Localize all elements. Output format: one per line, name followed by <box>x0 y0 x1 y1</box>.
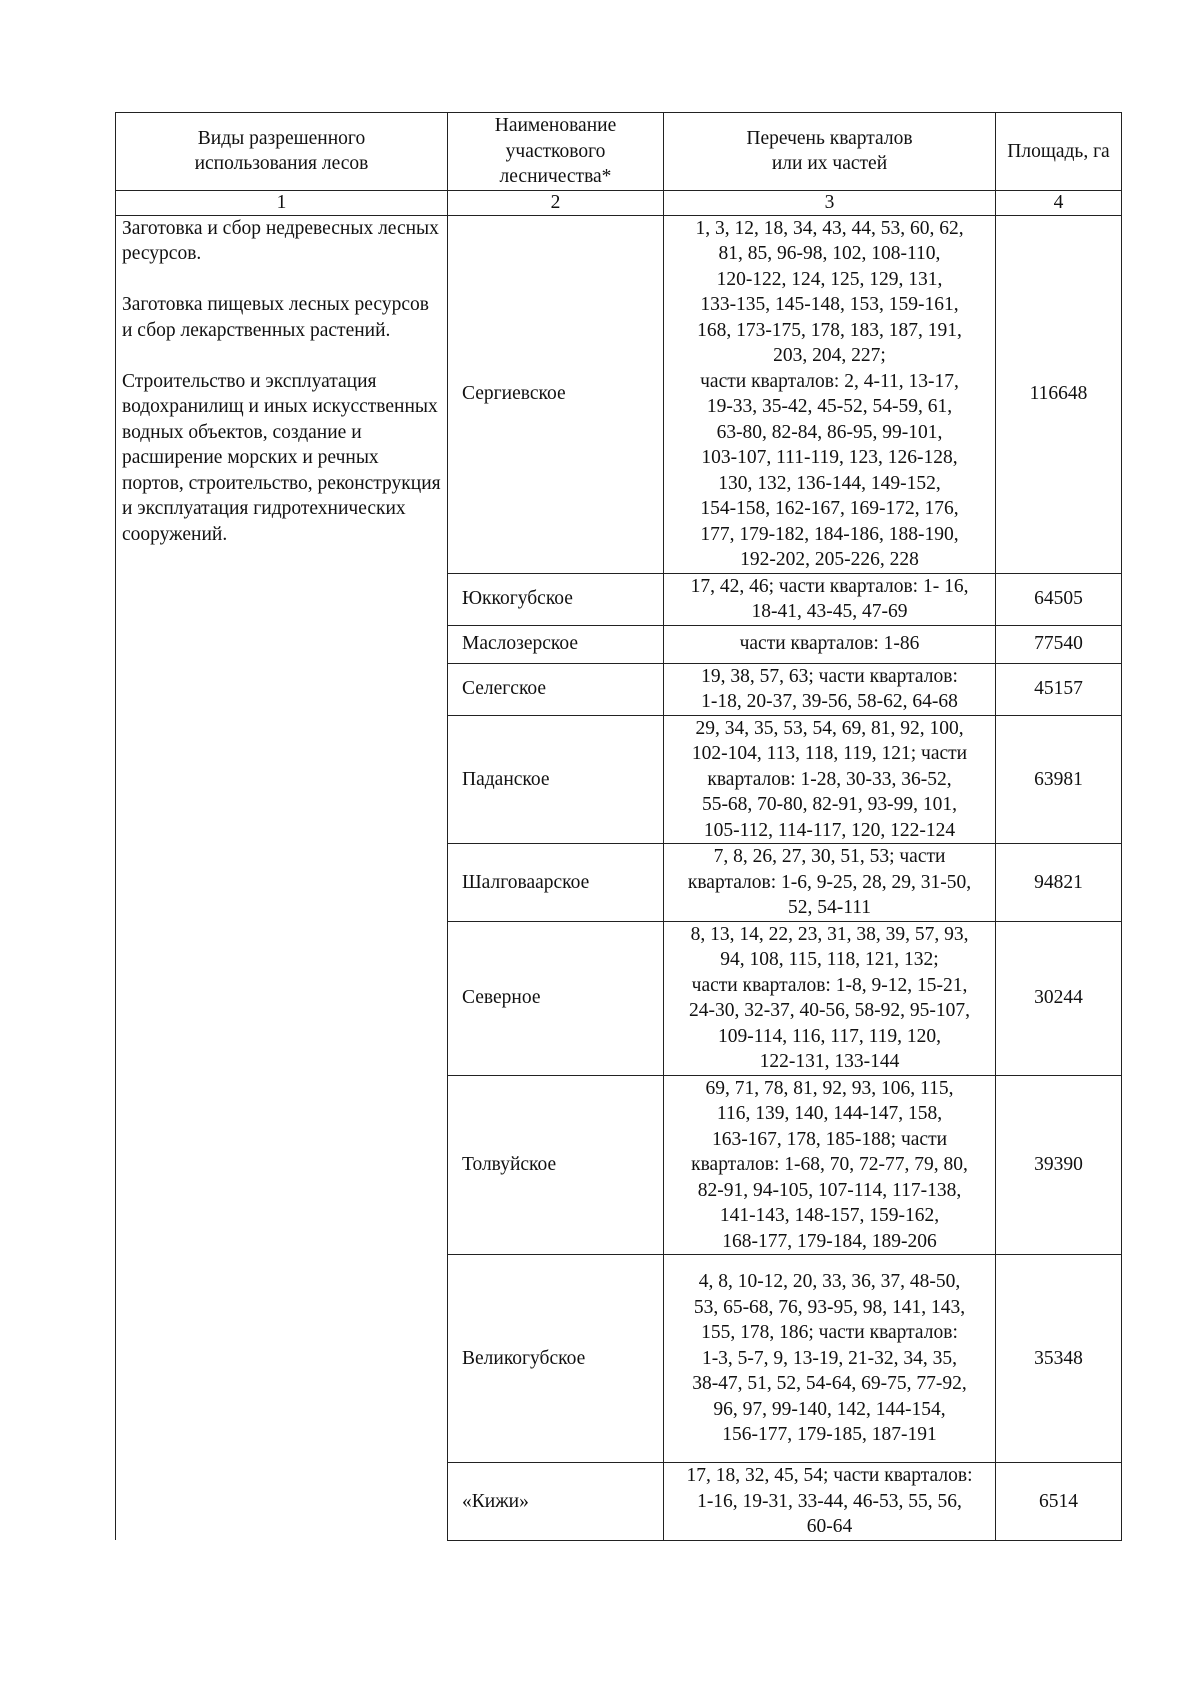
area-cell: 64505 <box>996 573 1122 625</box>
area-cell: 35348 <box>996 1255 1122 1463</box>
use-type-paragraph: Строительство и эксплуатация водохранилищ и иных искусственных водных объектов, создание и расширение морских и речных портов, строительство, реконструкция и эксплуатация гидротехнических сооружений. <box>122 370 441 545</box>
forestry-name-cell: Великогубское <box>448 1255 664 1463</box>
forestry-name-cell: Юккогубское <box>448 573 664 625</box>
forestry-name-cell: Северное <box>448 921 664 1075</box>
forestry-name-cell: Толвуйское <box>448 1075 664 1255</box>
use-type-paragraph: Заготовка пищевых лесных ресурсов и сбор лекарственных растений. <box>122 294 429 341</box>
area-cell: 45157 <box>996 663 1122 715</box>
column-number: 3 <box>664 190 996 215</box>
area-cell: 94821 <box>996 844 1122 922</box>
forestry-name-cell: «Кижи» <box>448 1463 664 1541</box>
area-cell: 116648 <box>996 215 1122 573</box>
table-row <box>116 215 1122 573</box>
forestry-name-cell: Сергиевское <box>448 215 664 573</box>
quarters-cell: 4, 8, 10-12, 20, 33, 36, 37, 48-50, 53, 65-68, 76, 93-95, 98, 141, 143, 155, 178, 186; части кварталов: 1-3, 5-7, 9, 13-19, 21-32, 34, 35, 38-47, 51, 52, 54-64, 69-75, 77-92, 96, 97, 99-140, 142, 144-154, 156-177, 179-185, 187-191 <box>664 1255 996 1463</box>
table-header-row <box>116 113 1122 191</box>
forestry-name-cell: Маслозерское <box>448 625 664 663</box>
quarters-cell: 69, 71, 78, 81, 92, 93, 106, 115, 116, 139, 140, 144-147, 158, 163-167, 178, 185-188; части кварталов: 1-68, 70, 72-77, 79, 80, 82-91, 94-105, 107-114, 117-138, 141-143, 148-157, 159-162, 168-177, 179-184, 189-206 <box>664 1075 996 1255</box>
use-type-paragraph: Заготовка и сбор недревесных лесных ресурсов. <box>122 217 439 264</box>
quarters-cell: 17, 42, 46; части кварталов: 1- 16, 18-41, 43-45, 47-69 <box>664 573 996 625</box>
header-quarters-list: Перечень кварталов или их частей <box>664 113 996 191</box>
forestry-name-cell: Паданское <box>448 715 664 844</box>
area-cell: 39390 <box>996 1075 1122 1255</box>
quarters-cell: 1, 3, 12, 18, 34, 43, 44, 53, 60, 62, 81, 85, 96-98, 102, 108-110, 120-122, 124, 125, 129, 131, 133-135, 145-148, 153, 159-161, 168, 173-175, 178, 183, 187, 191, 203, 204, 227; части кварталов: 2, 4-11, 13-17, 19-33, 35-42, 45-52, 54-59, 61, 63-80, 82-84, 86-95, 99-101, 103-107, 111-119, 123, 126-128, 130, 132, 136-144, 149-152, 154-158, 162-167, 169-172, 176, 177, 179-182, 184-186, 188-190, 192-202, 205-226, 228 <box>664 215 996 573</box>
quarters-cell: части кварталов: 1-86 <box>664 625 996 663</box>
quarters-cell: 8, 13, 14, 22, 23, 31, 38, 39, 57, 93, 94, 108, 115, 118, 121, 132; части кварталов: 1-8, 9-12, 15-21, 24-30, 32-37, 40-56, 58-92, 95-107, 109-114, 116, 117, 119, 120, 122-131, 133-144 <box>664 921 996 1075</box>
column-number: 4 <box>996 190 1122 215</box>
header-area: Площадь, га <box>996 113 1122 191</box>
area-cell: 6514 <box>996 1463 1122 1541</box>
header-use-types: Виды разрешенного использования лесов <box>116 113 448 191</box>
use-types-cell <box>116 215 448 1540</box>
forestry-name-cell: Селегское <box>448 663 664 715</box>
column-number: 1 <box>116 190 448 215</box>
quarters-cell: 29, 34, 35, 53, 54, 69, 81, 92, 100, 102-104, 113, 118, 119, 121; части кварталов: 1-28, 30-33, 36-52, 55-68, 70-80, 82-91, 93-99, 101, 105-112, 114-117, 120, 122-124 <box>664 715 996 844</box>
quarters-cell: 17, 18, 32, 45, 54; части кварталов: 1-16, 19-31, 33-44, 46-53, 55, 56, 60-64 <box>664 1463 996 1541</box>
header-forestry-name: Наименование участкового лесничества* <box>448 113 664 191</box>
column-number-row <box>116 190 1122 215</box>
area-cell: 63981 <box>996 715 1122 844</box>
quarters-cell: 7, 8, 26, 27, 30, 51, 53; части кварталов: 1-6, 9-25, 28, 29, 31-50, 52, 54-111 <box>664 844 996 922</box>
forest-use-table <box>115 112 1122 1541</box>
area-cell: 77540 <box>996 625 1122 663</box>
quarters-cell: 19, 38, 57, 63; части кварталов: 1-18, 20-37, 39-56, 58-62, 64-68 <box>664 663 996 715</box>
area-cell: 30244 <box>996 921 1122 1075</box>
forestry-name-cell: Шалговаарское <box>448 844 664 922</box>
column-number: 2 <box>448 190 664 215</box>
